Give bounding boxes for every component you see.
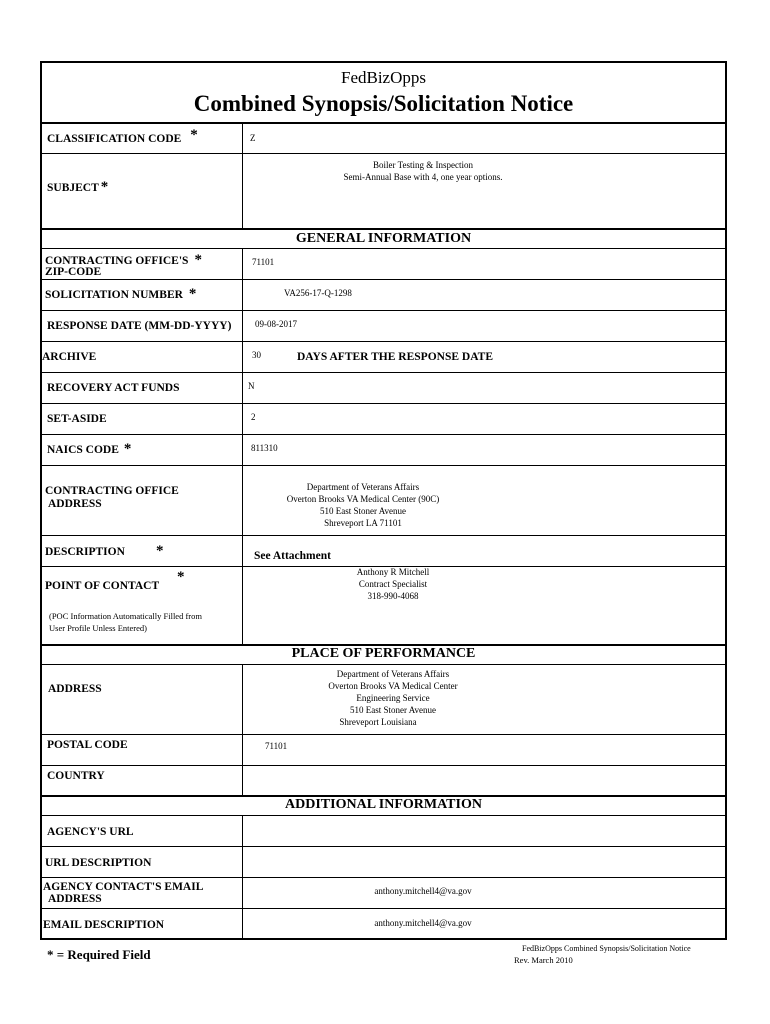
poc-line: Contract Specialist	[358, 579, 428, 589]
subject-line: Boiler Testing & Inspection	[373, 160, 473, 170]
point-of-contact-label: POINT OF CONTACT	[45, 580, 160, 592]
footer-revision: Rev. March 2010	[514, 955, 573, 965]
place-address-line: Shreveport Louisiana	[339, 717, 417, 727]
email-description-label: EMAIL DESCRIPTION	[43, 919, 165, 931]
rule	[40, 908, 727, 909]
office-address-label-line: ADDRESS	[48, 498, 102, 510]
naics-label-text: NAICS CODE	[47, 444, 119, 456]
office-address-label-line: CONTRACTING OFFICE	[45, 485, 179, 497]
classification-code-text: CLASSIFICATION CODE	[47, 133, 182, 145]
zip-label-line: ZIP-CODE	[45, 266, 102, 278]
section-place-of-performance: PLACE OF PERFORMANCE	[291, 646, 476, 661]
required-star: *	[100, 179, 109, 195]
recovery-act-label: RECOVERY ACT FUNDS	[47, 382, 180, 394]
rule	[40, 434, 727, 435]
required-field-note: * = Required Field	[47, 947, 151, 962]
rule	[40, 279, 727, 280]
solicitation-number-label	[45, 288, 196, 301]
rule	[40, 122, 727, 124]
subject-value[interactable]	[243, 159, 603, 183]
place-address-line: Overton Brooks VA Medical Center	[328, 681, 458, 691]
solicitation-label-text: SOLICITATION NUMBER	[45, 289, 183, 301]
rule	[40, 664, 727, 665]
required-star: *	[194, 252, 202, 268]
archive-suffix: DAYS AFTER THE RESPONSE DATE	[297, 351, 493, 363]
office-address-line: Department of Veterans Affairs	[306, 482, 420, 492]
rule	[40, 341, 727, 342]
place-address-label: ADDRESS	[48, 683, 102, 695]
archive-label: ARCHIVE	[42, 351, 97, 363]
rule	[40, 765, 727, 766]
poc-line: 318-990-4068	[367, 591, 419, 601]
subject-line: Semi-Annual Base with 4, one year options.	[343, 172, 503, 182]
rule	[40, 465, 727, 466]
section-general-information: GENERAL INFORMATION	[295, 231, 472, 246]
header-top: FedBizOpps	[341, 68, 426, 87]
naics-code-value[interactable]: 811310	[251, 443, 278, 453]
poc-line: Anthony R Mitchell	[356, 567, 430, 577]
contact-email-label-line: ADDRESS	[48, 893, 102, 905]
office-address-line: Overton Brooks VA Medical Center (90C)	[286, 494, 440, 504]
url-description-label: URL DESCRIPTION	[45, 857, 152, 869]
required-star: *	[190, 127, 198, 143]
email-description-value[interactable]: anthony.mitchell4@va.gov	[374, 918, 472, 928]
recovery-act-value[interactable]: N	[248, 381, 255, 391]
description-value[interactable]: See Attachment	[254, 550, 331, 562]
postal-code-label: POSTAL CODE	[47, 739, 128, 751]
subject-text: SUBJECT	[47, 182, 99, 194]
poc-note-line: User Profile Unless Entered)	[49, 623, 147, 633]
rule	[40, 846, 727, 847]
description-label: DESCRIPTION	[45, 546, 125, 558]
response-date-label: RESPONSE DATE (MM-DD-YYYY)	[47, 320, 232, 332]
place-address-line: Department of Veterans Affairs	[336, 669, 450, 679]
point-of-contact-value[interactable]	[243, 566, 543, 602]
required-star: *	[188, 286, 197, 302]
rule	[40, 877, 727, 878]
contact-email-label	[43, 881, 203, 905]
poc-note	[49, 610, 202, 634]
rule	[40, 535, 727, 536]
rule	[40, 815, 727, 816]
office-address-line: Shreveport LA 71101	[324, 518, 402, 528]
contact-email-label-line: AGENCY CONTACT'S EMAIL	[43, 881, 204, 893]
place-address-line: 510 East Stoner Avenue	[349, 705, 437, 715]
set-aside-value[interactable]: 2	[251, 412, 256, 422]
rule	[40, 372, 727, 373]
required-star: *	[156, 543, 164, 559]
rule	[40, 403, 727, 404]
office-address-line: 510 East Stoner Avenue	[319, 506, 407, 516]
set-aside-label: SET-ASIDE	[47, 413, 107, 425]
classification-code-label	[47, 127, 198, 145]
rule	[40, 734, 727, 735]
rule	[40, 153, 727, 154]
naics-code-label	[47, 443, 131, 456]
zip-label-line: CONTRACTING OFFICE'S	[45, 255, 189, 267]
office-address-value[interactable]	[243, 481, 483, 529]
place-address-line: Engineering Service	[356, 693, 430, 703]
poc-note-line: (POC Information Automatically Filled from	[49, 611, 202, 621]
rule	[40, 228, 727, 230]
solicitation-number-value[interactable]: VA256-17-Q-1298	[284, 288, 352, 298]
contact-email-value[interactable]: anthony.mitchell4@va.gov	[374, 886, 472, 896]
required-star: *	[177, 569, 185, 585]
country-label: COUNTRY	[47, 770, 105, 782]
zip-code-label	[45, 254, 202, 278]
agency-url-label: AGENCY'S URL	[47, 826, 134, 838]
rule	[40, 248, 727, 249]
rule	[40, 310, 727, 311]
page-title: Combined Synopsis/Solicitation Notice	[193, 91, 574, 116]
subject-label	[47, 181, 108, 194]
archive-value[interactable]: 30	[252, 350, 261, 360]
zip-code-value[interactable]: 71101	[252, 257, 275, 267]
footer-form-name: FedBizOpps Combined Synopsis/Solicitation Notice	[522, 944, 691, 953]
section-additional-information: ADDITIONAL INFORMATION	[285, 797, 482, 812]
classification-code-value[interactable]: Z	[250, 133, 256, 143]
response-date-value[interactable]: 09-08-2017	[255, 319, 297, 329]
postal-code-value[interactable]: 71101	[265, 741, 288, 751]
required-star: *	[123, 441, 132, 457]
place-address-value[interactable]	[243, 668, 543, 728]
office-address-label	[45, 485, 179, 510]
